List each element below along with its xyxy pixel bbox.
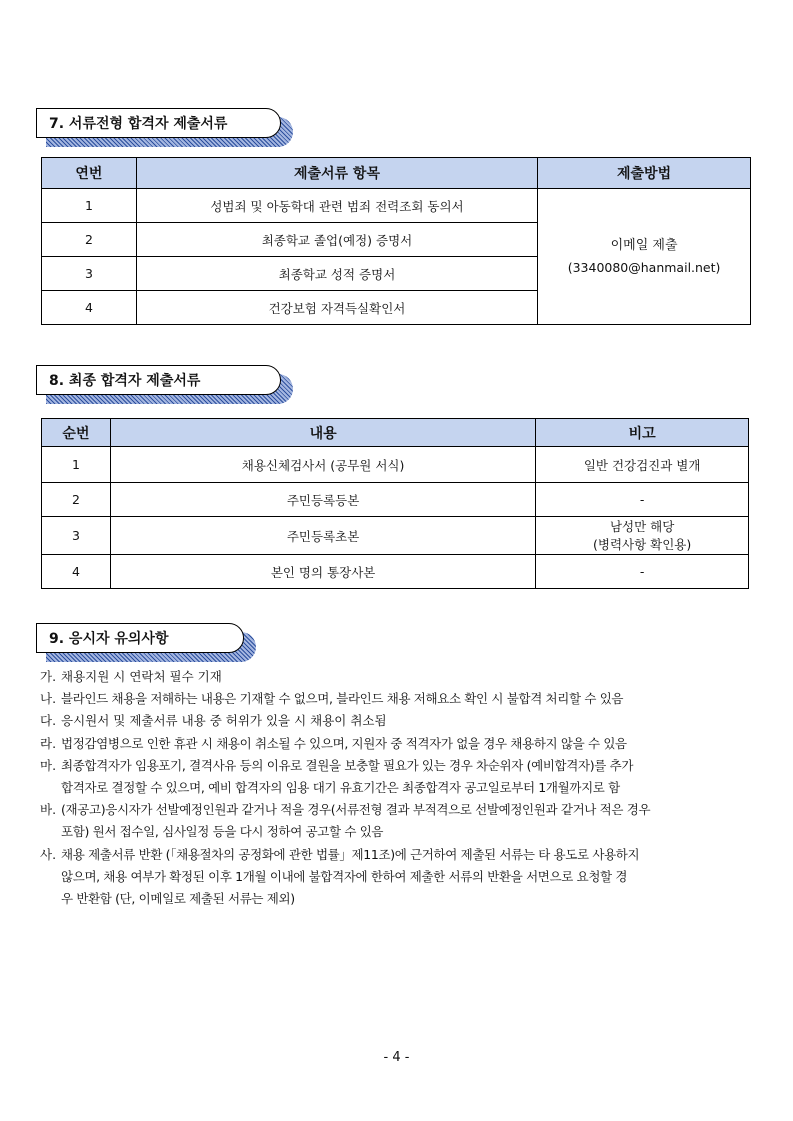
page-number: - 4 - xyxy=(383,1050,410,1065)
list-item xyxy=(40,799,758,843)
col-header-item: 제출서류 항목 xyxy=(136,158,537,189)
list-item xyxy=(40,710,758,732)
item-marker: 바. xyxy=(40,802,57,818)
item-marker: 가. xyxy=(40,669,57,684)
row-content: 본인 명의 통장사본 xyxy=(110,555,535,589)
row-item: 성범죄 및 아동학대 관련 범죄 전력조회 동의서 xyxy=(136,189,537,223)
notice-list xyxy=(40,666,758,910)
list-item xyxy=(40,733,758,755)
item-text: 채용지원 시 연락처 필수 기재 xyxy=(61,669,222,684)
row-remark: 일반 건강검진과 별개 xyxy=(536,447,749,483)
item-marker: 나. xyxy=(40,691,57,707)
row-item: 최종학교 성적 증명서 xyxy=(136,257,537,291)
remark-line-1: 남성만 해당 xyxy=(609,518,675,534)
row-number: 4 xyxy=(42,555,111,589)
item-text: (재공고)응시자가 선발예정인원과 같거나 적을 경우(서류전형 결과 부적격으로 선발예정인원과 같거나 적은 경우 포함) 원서 접수일, 심사일정 등을 다시 정하여 공고할 수 있음 xyxy=(61,802,651,840)
row-number: 1 xyxy=(42,447,111,483)
row-number: 2 xyxy=(42,483,111,517)
table-row xyxy=(42,189,751,223)
item-text: 법정감염병으로 인한 휴관 시 채용이 취소될 수 있으며, 지원자 중 적격자가 없을 경우 채용하지 않을 수 있음 xyxy=(61,735,627,751)
row-content: 주민등록초본 xyxy=(110,517,535,555)
section-7-title: 7. 서류전형 합격자 제출서류 xyxy=(36,108,281,138)
row-content: 채용신체검사서 (공무원 서식) xyxy=(110,447,535,483)
row-remark xyxy=(536,517,749,555)
row-number: 3 xyxy=(42,517,111,555)
col-header-order: 순번 xyxy=(42,419,111,447)
row-number: 4 xyxy=(42,291,137,325)
item-text: 응시원서 및 제출서류 내용 중 허위가 있을 시 채용이 취소됨 xyxy=(61,713,387,729)
row-number: 2 xyxy=(42,223,137,257)
table-row xyxy=(42,517,749,555)
row-content: 주민등록등본 xyxy=(110,483,535,517)
item-text: 최종합격자가 임용포기, 결격사유 등의 이유로 결원을 보충할 필요가 있는 경우 차순위자 (예비합격자)를 추가 합격자로 결정할 수 있으며, 예비 합격자의 임용 대기 유효기간은 최종합격자 공고일로부터 1개월까지로 함 xyxy=(61,757,634,796)
section-9-title: 9. 응시자 유의사항 xyxy=(36,623,244,653)
section-7-table xyxy=(41,157,751,325)
method-label: 이메일 제출 xyxy=(610,237,678,253)
item-text: 블라인드 채용을 저해하는 내용은 기재할 수 없으며, 블라인드 채용 저해요소 확인 시 불합격 처리할 수 있음 xyxy=(61,691,624,707)
row-number: 3 xyxy=(42,257,137,291)
table-row xyxy=(42,555,749,589)
row-remark: - xyxy=(536,483,749,517)
section-8-title: 8. 최종 합격자 제출서류 xyxy=(36,365,281,395)
col-header-content: 내용 xyxy=(110,419,535,447)
submission-method xyxy=(538,189,751,325)
row-item: 최종학교 졸업(예정) 증명서 xyxy=(136,223,537,257)
row-item: 건강보험 자격득실확인서 xyxy=(136,291,537,325)
remark-line-2: (병력사항 확인용) xyxy=(593,536,692,552)
table-row xyxy=(42,483,749,517)
list-item xyxy=(40,666,758,688)
list-item xyxy=(40,844,758,911)
col-header-method: 제출방법 xyxy=(538,158,751,189)
list-item xyxy=(40,688,758,710)
method-email: (3340080@hanmail.net) xyxy=(567,259,721,275)
row-number: 1 xyxy=(42,189,137,223)
section-8-table xyxy=(41,418,749,589)
item-marker: 라. xyxy=(40,735,57,751)
item-marker: 다. xyxy=(40,713,57,729)
item-marker: 마. xyxy=(40,757,57,773)
item-marker: 사. xyxy=(40,846,57,862)
table-row xyxy=(42,447,749,483)
col-header-number: 연번 xyxy=(42,158,137,189)
row-remark: - xyxy=(536,555,749,589)
list-item xyxy=(40,755,758,799)
item-text: 채용 제출서류 반환 (「채용절차의 공정화에 관한 법률」제11조)에 근거하여 제출된 서류는 타 용도로 사용하지 않으며, 채용 여부가 확정된 이후 1개월 이내에 불합격자에 한하여 제출한 서류의 반환을 서면으로 요청할 경 우 반환함 (단, 이메일로 제출된 서류는 제외) xyxy=(61,846,640,907)
col-header-remark: 비고 xyxy=(536,419,749,447)
